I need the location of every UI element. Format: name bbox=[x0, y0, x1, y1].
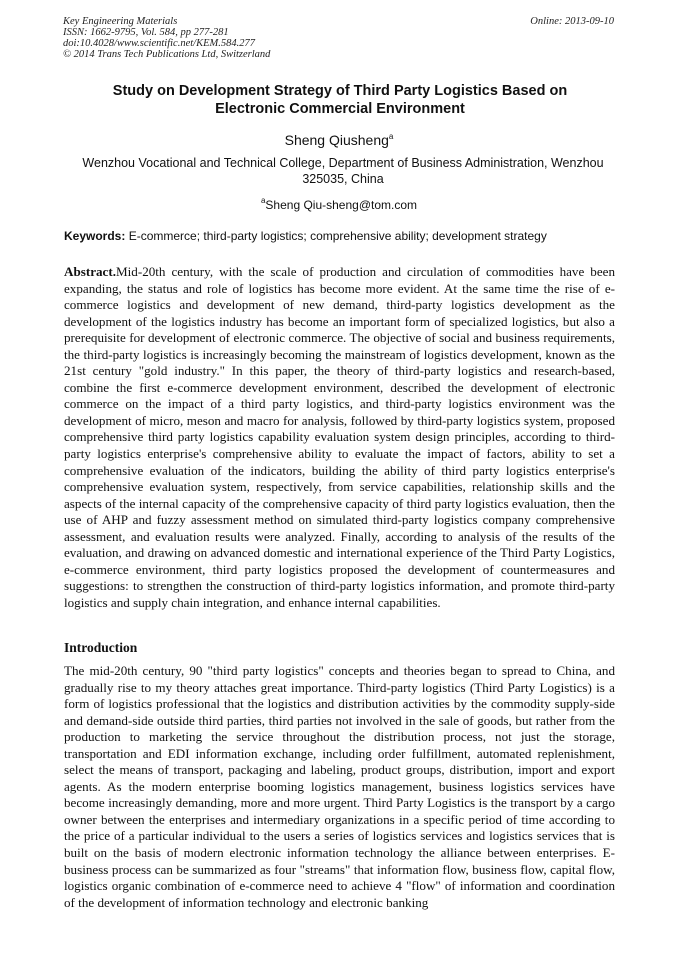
keywords-text: E-commerce; third-party logistics; comprehensive ability; development strategy bbox=[125, 229, 547, 243]
online-date: Online: 2013-09-10 bbox=[530, 16, 614, 27]
keywords-label: Keywords: bbox=[64, 229, 126, 243]
journal-header bbox=[63, 16, 270, 60]
copyright-line: © 2014 Trans Tech Publications Ltd, Switzerland bbox=[63, 49, 271, 60]
keywords bbox=[64, 229, 624, 244]
author bbox=[0, 129, 678, 148]
author-superscript: a bbox=[388, 132, 394, 141]
title-line-2: Electronic Commercial Environment bbox=[215, 101, 465, 117]
abstract-label: Abstract. bbox=[64, 264, 116, 279]
paper-title bbox=[60, 82, 620, 118]
issn-line: ISSN: 1662-9795, Vol. 584, pp 277-281 bbox=[63, 27, 229, 38]
author-email bbox=[0, 194, 678, 212]
email-superscript: a bbox=[260, 196, 266, 205]
abstract bbox=[64, 264, 615, 611]
introduction-paragraph: The mid-20th century, 90 "third party logistics" concepts and theories began to spread to China, and gradually rise to my theory attaches great importance. Third-party logistics (Third Party Logistics) is a form of logistics professional that the logistics and distribution activities by the commodity supply-side and demand-side outside third parties, third parties not involved in the sale of goods, but rather from the production to marketing the service throughout the distribution process, not just the storage, transportation and EDI information exchange, including order fulfillment, automated replenishment, select the means of transport, packaging and labeling, product groups, distribution, import and export agents. As the modern enterprise booming logistics management, business logistics services have become increasingly demanding, more and more urgent. Third Party Logistics is the transport by a cargo owner between the enterprises and intermediary organizations in a specific period of time according to the price of a particular individual to the users a series of logistics services and logistics services that is built on the basis of modern electronic information technology the alliance between enterprises. E-business process can be summarized as four "streams" that information flow, business flow, capital flow, logistics organic combination of e-commerce need to achieve 4 "flow" of information and coordination of the development of information technology and electronic banking bbox=[64, 663, 615, 910]
doi-line: doi:10.4028/www.scientific.net/KEM.584.277 bbox=[63, 38, 255, 49]
author-name: Sheng Qiusheng bbox=[284, 132, 389, 148]
affiliation: Wenzhou Vocational and Technical College, Department of Business Administration, Wenzhou 325035, China bbox=[82, 156, 604, 186]
journal-name: Key Engineering Materials bbox=[63, 16, 178, 27]
email-text: Sheng Qiu-sheng@tom.com bbox=[265, 198, 418, 212]
abstract-text: Mid-20th century, with the scale of production and circulation of commodities have been expanding, the status and role of logistics has become more evident. At the same time the rise of e-commerce logistics and development of new demand, third-party logistics development as the development of the logistics industry has become an important form of specialized logistics, but also a prerequisite for development of electronic commerce. The objective of social and business requirements, the third-party logistics is increasingly becoming the mainstream of logistics development, known as the 21st century "gold industry." In this paper, the theory of third-party logistics and research-based, combine the first e-commerce development environment, described the development of electronic commerce on the impact of a third party logistics, and third-party logistics environment was the development of micro, meson and macro for analysis, followed by third-party logistics system, proposed comprehensive third party logistics capability evaluation system design principles, according to third-party logistics enterprise's comprehensive ability to evaluate the impact of factors, ability to set a comprehensive evaluation of the indicators, building the ability of third party logistics enterprise's comprehensive evaluation system, respectively, from service capabilities, relationship skills and the aspects of the internal capacity of the comprehensive capacity of third party logistics evaluation, then the use of AHP and fuzzy assessment method on simulated third-party logistics company comprehensive assessment, and evaluation results were analyzed. Finally, according to analysis of the results of the evaluation, and drawing on advanced domestic and international experience of the Third Party Logistics, e-commerce environment, third party logistics proposed the development of countermeasures and suggestions: to strengthen the construction of third-party logistics information, and promote third-party logistics and supply chain integration, and enhance internal capabilities. bbox=[64, 264, 615, 610]
section-heading-introduction: Introduction bbox=[64, 640, 138, 655]
title-line-1: Study on Development Strategy of Third Party Logistics Based on bbox=[112, 83, 568, 99]
